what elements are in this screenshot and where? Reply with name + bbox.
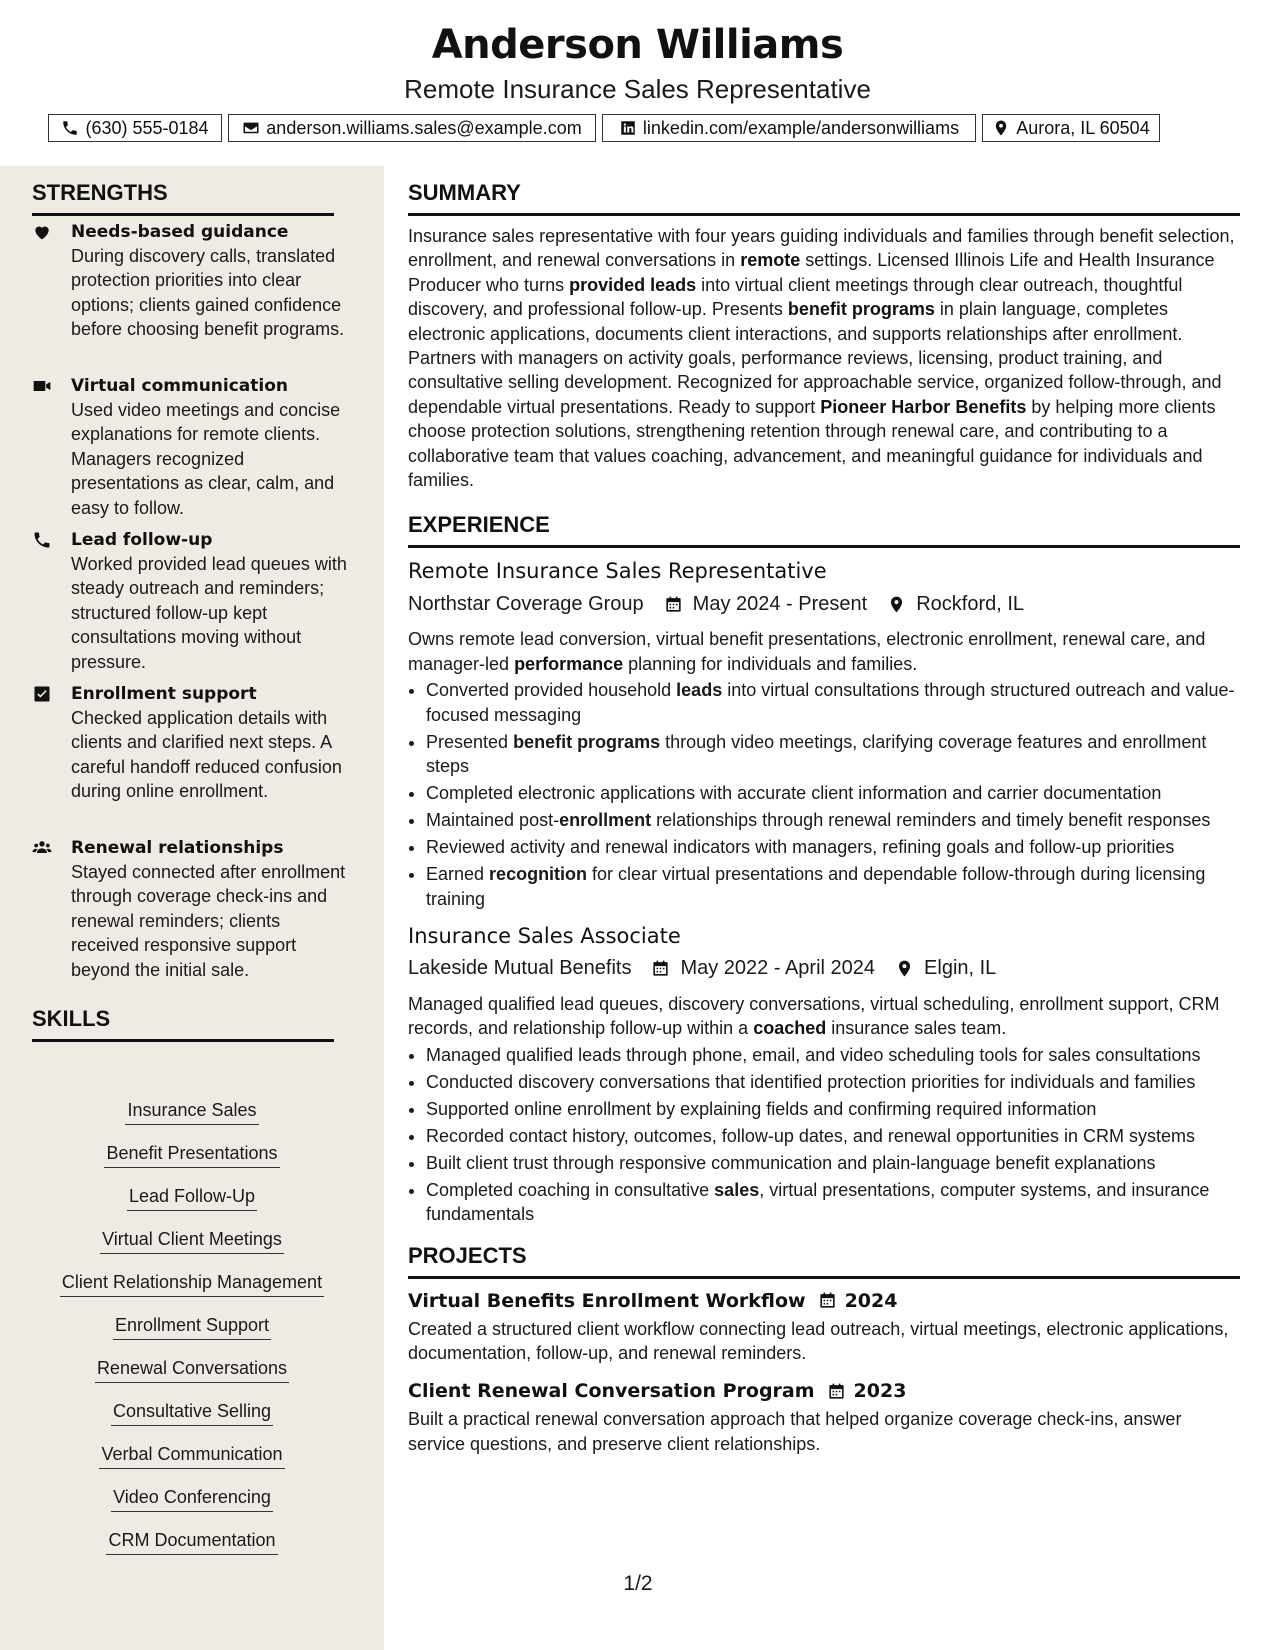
summary-heading: SUMMARY	[408, 174, 1240, 216]
location-pin-icon	[895, 959, 914, 978]
contact-email[interactable]	[228, 114, 596, 142]
main-column	[408, 166, 1240, 1456]
location-pin-icon	[887, 595, 906, 614]
job-description: Owns remote lead conversion, virtual benefit presentations, electronic enrollment, renewal care, and manager-led performance planning for individuals and families.	[408, 629, 1206, 674]
skill-item: Renewal Conversations	[32, 1356, 352, 1386]
strength-desc: Stayed connected after enrollment through coverage check-ins and renewal reminders; clients received responsive support beyond the initial sale.	[71, 862, 346, 980]
strength-title: Enrollment support	[71, 684, 257, 704]
job-entry	[408, 921, 1240, 1227]
strength-item	[32, 220, 352, 342]
job-entry	[408, 556, 1240, 910]
skill-item: Video Conferencing	[32, 1485, 352, 1515]
users-icon	[32, 838, 54, 858]
job-description: Managed qualified lead queues, discovery conversations, virtual scheduling, enrollment support, CRM records, and relationship follow-up within a coached insurance sales team.	[408, 993, 1220, 1039]
phone-icon	[61, 119, 79, 137]
skill-item: Consultative Selling	[32, 1399, 352, 1429]
projects-heading: PROJECTS	[408, 1237, 1240, 1279]
project-title-row	[408, 1377, 1240, 1405]
bullet-item: • Managed qualified leads through phone, email, and video scheduling tools for sales consultations	[426, 1043, 1240, 1067]
strength-desc: Used video meetings and concise explanations for remote clients. Managers recognized presentations as clear, calm, and easy to follow.	[71, 400, 341, 518]
skill-item: CRM Documentation	[32, 1528, 352, 1558]
job-title: Insurance Sales Associate	[408, 923, 681, 948]
location-pin-icon	[992, 119, 1010, 137]
job-meta	[408, 954, 1240, 984]
candidate-title: Remote Insurance Sales Representative	[404, 74, 871, 104]
skill-item: Virtual Client Meetings	[32, 1227, 352, 1257]
strength-item	[32, 374, 352, 520]
job-location: Rockford, IL	[916, 592, 1025, 615]
bullet-item: • Earned recognition for clear virtual presentations and dependable follow-through during licensing training	[426, 862, 1240, 911]
checkbox-icon	[32, 684, 54, 704]
project-title: Virtual Benefits Enrollment Workflow	[408, 1289, 806, 1312]
strength-item	[32, 682, 352, 804]
job-bullets	[408, 1043, 1240, 1227]
bullet-item: • Built client trust through responsive communication and plain-language benefit explanations	[426, 1151, 1240, 1175]
strengths-heading: STRENGTHS	[32, 174, 334, 216]
project-entry	[408, 1377, 1240, 1456]
job-title: Remote Insurance Sales Representative	[408, 559, 827, 584]
skill-item: Lead Follow-Up	[32, 1184, 352, 1214]
bullet-item: • Completed electronic applications with accurate client information and carrier documentation	[426, 781, 1240, 805]
page-number: 1/2	[623, 1572, 653, 1595]
contact-location	[982, 114, 1160, 142]
project-year: 2024	[844, 1289, 898, 1312]
calendar-icon	[827, 1382, 846, 1401]
job-dates: May 2024 - Present	[692, 592, 868, 615]
video-icon	[32, 376, 54, 396]
phone-text: (630) 555-0184	[85, 117, 209, 138]
email-text: anderson.williams.sales@example.com	[266, 117, 582, 138]
job-bullets	[408, 678, 1240, 911]
location-text: Aurora, IL 60504	[1016, 117, 1150, 138]
project-description: Built a practical renewal conversation approach that helped organize coverage check-ins, answer service questions, and preserve client relationships.	[408, 1409, 1182, 1454]
project-description: Created a structured client workflow connecting lead outreach, virtual meetings, electronic applications, documentation, follow-up, and renewal reminders.	[408, 1318, 1229, 1363]
strength-title: Lead follow-up	[71, 530, 213, 550]
project-title: Client Renewal Conversation Program	[408, 1380, 815, 1403]
job-location: Elgin, IL	[924, 957, 997, 980]
candidate-name: Anderson Williams	[431, 22, 844, 68]
skill-item: Client Relationship Management	[32, 1270, 352, 1300]
strength-item	[32, 528, 352, 674]
contact-phone[interactable]	[48, 114, 222, 142]
strength-title: Virtual communication	[71, 376, 289, 396]
strength-desc: Checked application details with clients and clarified next steps. A careful handoff reduced confusion during online enrollment.	[71, 708, 342, 802]
bullet-item: • Maintained post-enrollment relationships through renewal reminders and timely benefit responses	[426, 808, 1240, 832]
strength-item	[32, 836, 352, 982]
bullet-item: • Conducted discovery conversations that identified protection priorities for individuals and families	[426, 1070, 1240, 1094]
contact-linkedin[interactable]	[602, 114, 976, 142]
bullet-item: • Reviewed activity and renewal indicators with managers, refining goals and follow-up priorities	[426, 835, 1240, 859]
bullet-item: • Recorded contact history, outcomes, follow-up dates, and renewal opportunities in CRM systems	[426, 1124, 1240, 1148]
bullet-item: • Presented benefit programs through video meetings, clarifying coverage features and enrollment steps	[426, 730, 1240, 779]
strength-title: Renewal relationships	[71, 838, 284, 858]
job-meta	[408, 589, 1240, 619]
strength-desc: Worked provided lead queues with steady outreach and reminders; structured follow-up kept consultations moving without pressure.	[71, 554, 347, 672]
envelope-icon	[242, 119, 260, 137]
bullet-item: • Converted provided household leads into virtual consultations through structured outreach and value-focused messaging	[426, 678, 1240, 727]
project-title-row	[408, 1287, 1240, 1315]
phone-icon	[32, 530, 54, 550]
calendar-icon	[818, 1291, 837, 1310]
skill-item: Verbal Communication	[32, 1442, 352, 1472]
bullet-item: • Completed coaching in consultative sales, virtual presentations, computer systems, and insurance fundamentals	[426, 1178, 1240, 1227]
heart-icon	[32, 222, 54, 242]
calendar-icon	[651, 959, 670, 978]
summary-text: Insurance sales representative with four years guiding individuals and families through benefit selection, enrollment, and renewal conversations in remote settings. Licensed Illinois Life and Health Insurance Producer who turns provided leads into virtual client meetings through clear outreach, thoughtful discovery, and professional follow-up. Presents benefit programs in plain language, completes electronic applications, documents client interactions, and supports relationships after enrollment. Partners with managers on activity goals, performance reviews, licensing, product training, and consultative selling development. Recognized for approachable service, organized follow-through, and dependable virtual presentations. Ready to support Pioneer Harbor Benefits by helping more clients choose protection solutions, strengthening retention through renewal care, and contributing to a collaborative team that values coaching, advancement, and meaningful guidance for individuals and families.	[408, 226, 1235, 491]
bullet-item: • Supported online enrollment by explaining fields and confirming required information	[426, 1097, 1240, 1121]
linkedin-icon	[619, 119, 637, 137]
project-entry	[408, 1287, 1240, 1366]
job-dates: May 2022 - April 2024	[680, 957, 876, 980]
skill-item: Benefit Presentations	[32, 1141, 352, 1171]
skills-heading: SKILLS	[32, 1000, 334, 1042]
company-name: Lakeside Mutual Benefits	[408, 957, 632, 980]
project-year: 2023	[853, 1380, 907, 1403]
resume-header	[0, 0, 1275, 166]
company-name: Northstar Coverage Group	[408, 592, 644, 615]
linkedin-text: linkedin.com/example/andersonwilliams	[642, 117, 960, 138]
skill-item: Enrollment Support	[32, 1313, 352, 1343]
skill-item: Insurance Sales	[32, 1098, 352, 1128]
experience-heading: EXPERIENCE	[408, 506, 1240, 548]
strength-title: Needs-based guidance	[71, 222, 289, 242]
calendar-icon	[664, 595, 683, 614]
strength-desc: During discovery calls, translated protection priorities into clear options; clients gained confidence before choosing benefit programs.	[71, 246, 345, 340]
